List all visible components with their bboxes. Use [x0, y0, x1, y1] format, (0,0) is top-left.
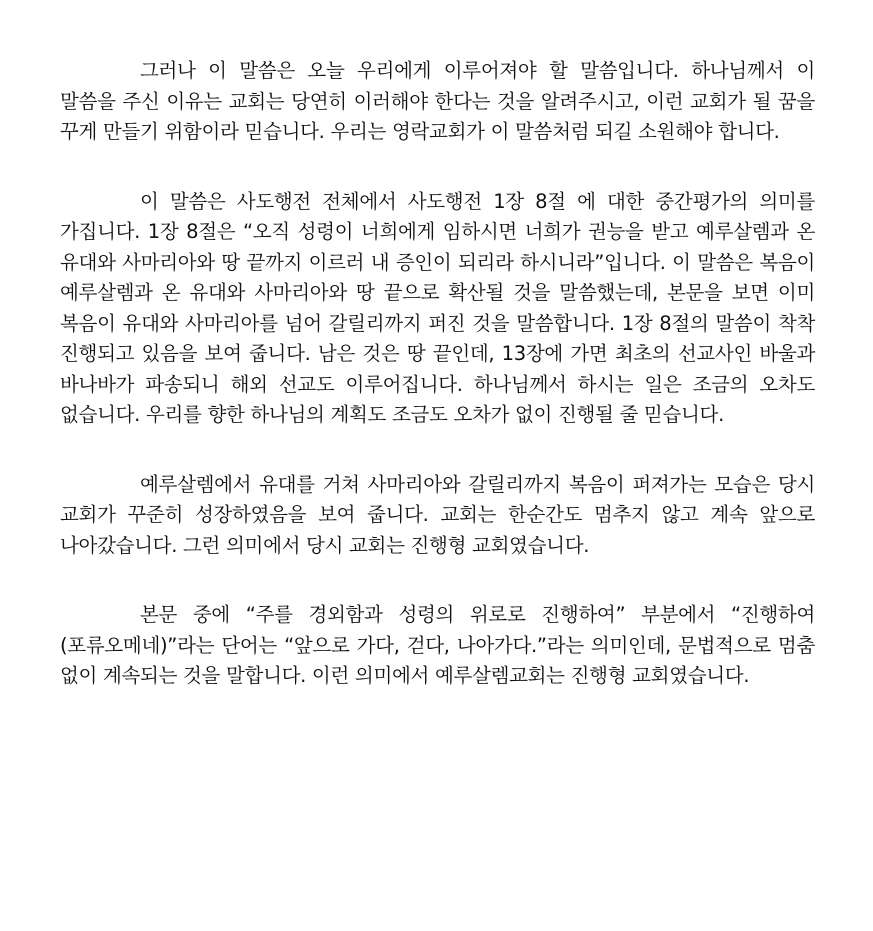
paragraph-1: 그러나 이 말씀은 오늘 우리에게 이루어져야 할 말씀입니다. 하나님께서 이 말씀을 주신 이유는 교회는 당연히 이러해야 한다는 것을 알려주시고, 이런 교회가 될 꿈을 꾸게 만들기 위함이라 믿습니다. 우리는 영락교회가 이 말씀처럼 되길 소원해야 합니다. [60, 59, 815, 143]
paragraph-4: 본문 중에 “주를 경외함과 성령의 위로로 진행하여” 부분에서 “진행하여(포류오메네)”라는 단어는 “앞으로 가다, 걷다, 나아가다.”라는 의미인데, 문법적으로 멈춤 없이 계속되는 것을 말합니다. 이런 의미에서 예루살렘교회는 진행형 교회였습니다. [60, 603, 815, 687]
paragraph-3: 예루살렘에서 유대를 거쳐 사마리아와 갈릴리까지 복음이 퍼져가는 모습은 당시 교회가 꾸준히 성장하였음을 보여 줍니다. 교회는 한순간도 멈추지 않고 계속 앞으로 나아갔습니다. 그런 의미에서 당시 교회는 진행형 교회였습니다. [60, 472, 815, 557]
paragraph-2: 이 말씀은 사도행전 전체에서 사도행전 1장 8절 에 대한 중간평가의 의미를 가집니다. 1장 8절은 “오직 성령이 너희에게 임하시면 너희가 권능을 받고 예루살렘과 온 유대와 사마리아와 땅 끝까지 이르러 내 증인이 되리라 하시니라”입니다. 이 말씀은 복음이 예루살렘과 온 유대와 사마리아와 땅 끝으로 확산될 것을 말씀했는데, 본문을 보면 이미 복음이 유대와 사마리아를 넘어 갈릴리까지 퍼진 것을 말씀합니다. 1장 8절의 말씀이 착착 진행되고 있음을 보여 줍니다. 남은 것은 땅 끝인데, 13장에 가면 최초의 선교사인 바울과 바나바가 파송되니 해외 선교도 이루어집니다. 하나님께서 하시는 일은 조금의 오차도 없습니다. 우리를 향한 하나님의 계획도 조금도 오차가 없이 진행될 줄 믿습니다. [60, 189, 815, 426]
document-body [60, 56, 815, 692]
